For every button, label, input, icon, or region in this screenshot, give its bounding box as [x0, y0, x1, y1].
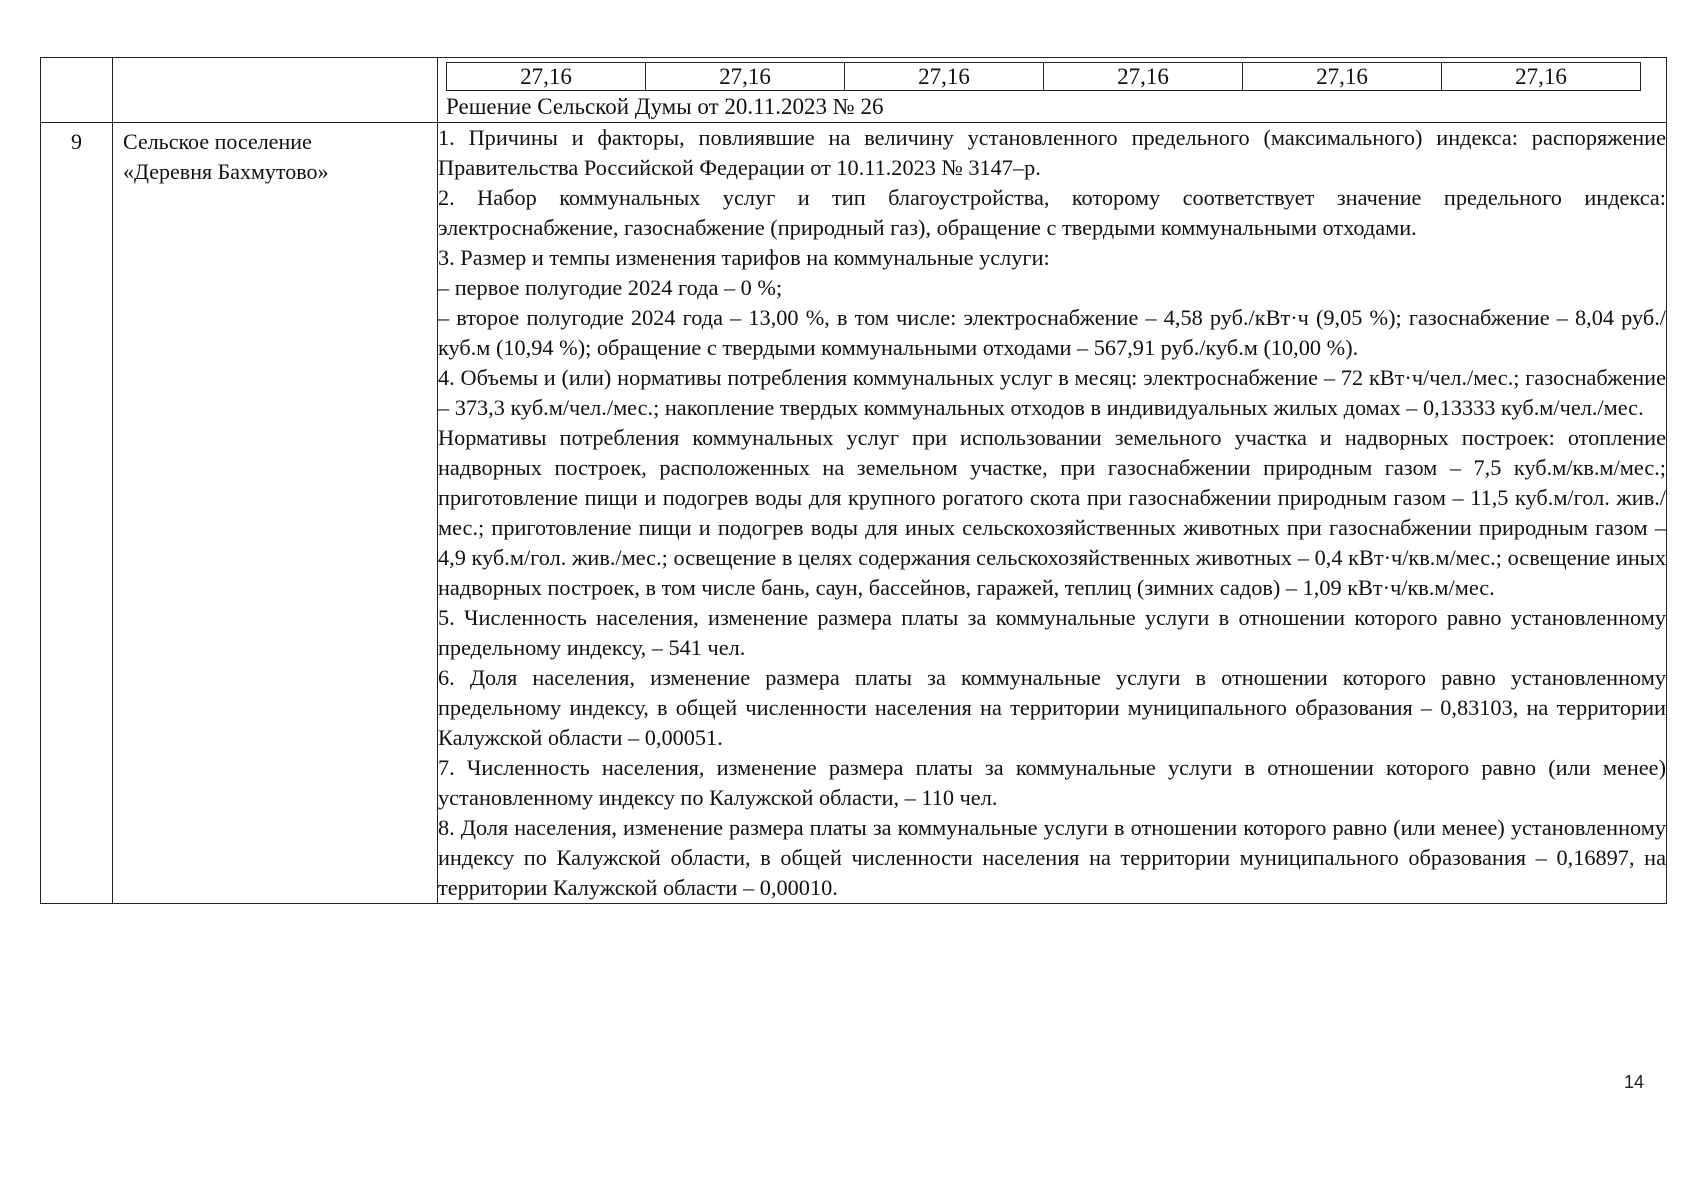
index-value: 27,16	[447, 63, 646, 91]
index-value: 27,16	[646, 63, 845, 91]
settlement-name	[113, 123, 438, 904]
paragraph: 3. Размер и темпы изменения тарифов на коммунальные услуги:	[438, 245, 1050, 270]
paragraph: 2. Набор коммунальных услуг и тип благоустройства, которому соответствует значение предельного индекса: электроснабжение, газоснабжение (природный газ), обращение с твердыми коммунальными отходами.	[438, 185, 1666, 240]
paragraph: – второе полугодие 2024 года – 13,00 %, в том числе: электроснабжение – 4,58 руб./кВт·ч (9,05 %); газоснабжение – 8,04 руб./куб.м (10,94 %); обращение с твердыми коммунальными отходами – 567,91 руб./куб.м (10,00 %).	[438, 305, 1666, 360]
paragraph: 8. Доля населения, изменение размера платы за коммунальные услуги в отношении которого равно (или менее) установленному индексу по Калужской области, в общей численности населения на территории муниципального образования – 0,16897, на территории Калужской области – 0,00010.	[438, 815, 1666, 900]
paragraph: 6. Доля населения, изменение размера платы за коммунальные услуги в отношении которого равно установленному предельному индексу, в общей численности населения на территории муниципального образования – 0,83103, на территории Калужской области – 0,00051.	[438, 665, 1666, 750]
page-number: 14	[1624, 1072, 1645, 1092]
paragraph: 1. Причины и факторы, повлиявшие на величину установленного предельного (максимального) индекса: распоряжение Правительства Российской Федерации от 10.11.2023 № 3147–р.	[438, 125, 1666, 180]
table-row-previous-continuation	[41, 58, 1667, 123]
table-row	[41, 123, 1667, 904]
index-value: 27,16	[845, 63, 1044, 91]
index-values-row	[447, 63, 1641, 91]
paragraph: 7. Численность населения, изменение размера платы за коммунальные услуги в отношении которого равно (или менее) установленному индексу по Калужской области, – 110 чел.	[438, 755, 1666, 810]
paragraph: 5. Численность населения, изменение размера платы за коммунальные услуги в отношении которого равно установленному предельному индексу, – 541 чел.	[438, 605, 1666, 660]
cell-name-empty	[113, 58, 438, 123]
row-number: 9	[41, 123, 113, 904]
paragraph: – первое полугодие 2024 года – 0 %;	[438, 275, 783, 300]
index-value: 27,16	[1044, 63, 1243, 91]
paragraph: 4. Объемы и (или) нормативы потребления коммунальных услуг в месяц: электроснабжение – 72 кВт·ч/чел./мес.; газоснабжение – 373,3 куб.м/чел./мес.; накопление твердых коммунальных отходов в индивидуальных жилых домах – 0,13333 куб.м/чел./мес.	[438, 365, 1666, 420]
cell-index-values	[438, 58, 1667, 123]
cell-number-empty	[41, 58, 113, 123]
index-values-table	[446, 62, 1641, 91]
index-value: 27,16	[1442, 63, 1641, 91]
settlement-name-line: Сельское поселение	[123, 129, 312, 154]
paragraph: Нормативы потребления коммунальных услуг при использовании земельного участка и надворных построек: отопление надворных построек, расположенных на земельном участке, при газоснабжении природным газом – 7,5 куб.м/кв.м/мес.; приготовление пищи и подогрев воды для крупного рогатого скота при газоснабжении природным газом – 11,5 куб.м/гол. жив./мес.; приготовление пищи и подогрев воды для иных сельскохозяйственных животных при газоснабжении природным газом – 4,9 куб.м/гол. жив./мес.; освещение в целях содержания сельскохозяйственных животных – 0,4 кВт·ч/кв.м/мес.; освещение иных надворных построек, в том числе бань, саун, бассейнов, гаражей, теплиц (зимних садов) – 1,09 кВт·ч/кв.м/мес.	[438, 425, 1666, 600]
index-value: 27,16	[1243, 63, 1442, 91]
settlement-name-line: «Деревня Бахмутово»	[123, 159, 329, 184]
decision-reference: Решение Сельской Думы от 20.11.2023 № 26	[446, 94, 884, 119]
justification-text	[438, 123, 1667, 904]
municipal-index-table	[40, 57, 1667, 904]
